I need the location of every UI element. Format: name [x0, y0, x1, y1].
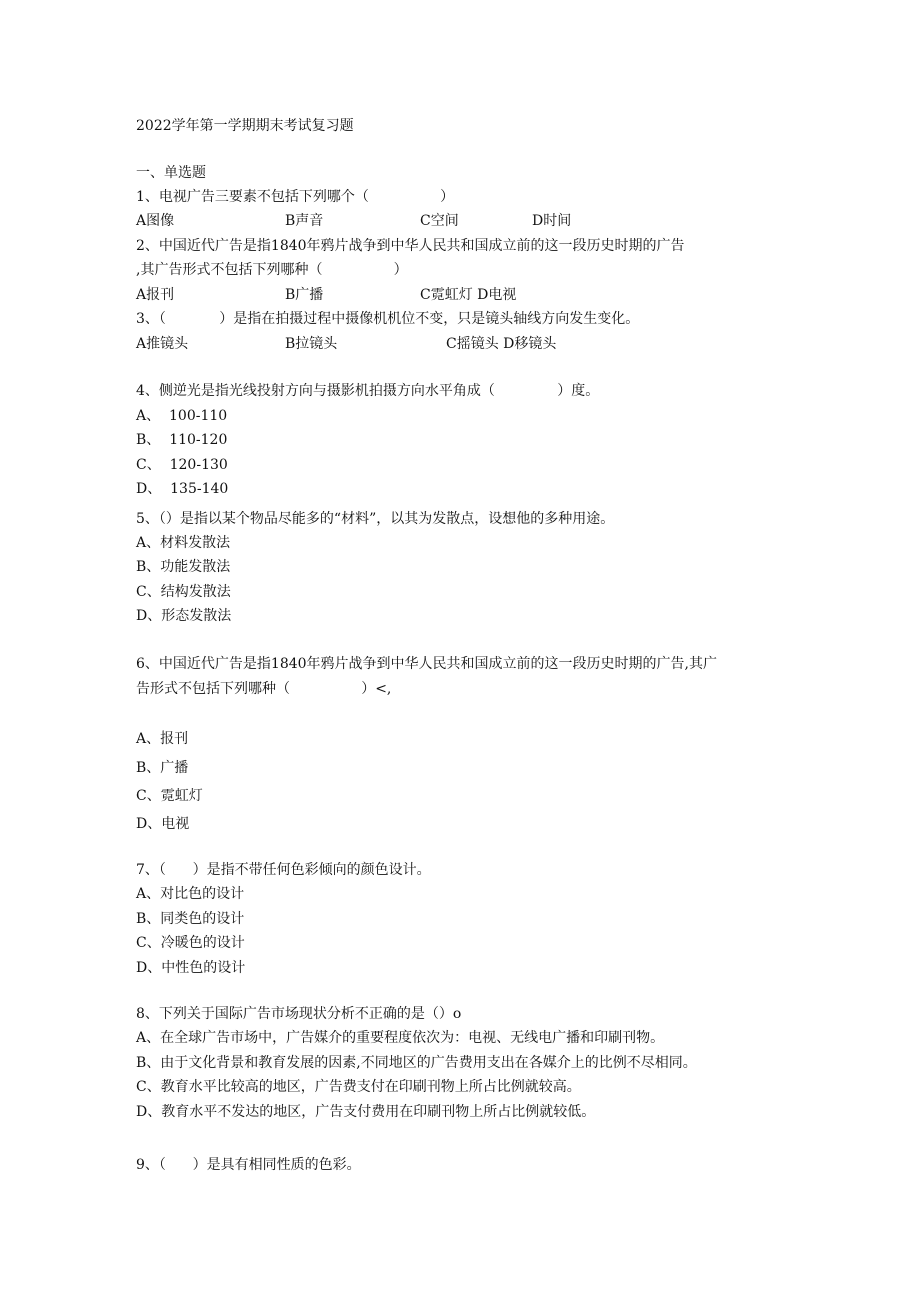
question-4-option-b: B、 110-120 [136, 432, 228, 448]
question-6-option-a: A、报刊 [136, 731, 189, 747]
question-7-stem: 7、（ ）是指不带任何色彩倾向的颜色设计。 [136, 862, 431, 878]
question-2-stem-line-1: 2、中国近代广告是指1840年鸦片战争到中华人民共和国成立前的这一段历史时期的广告 [136, 238, 685, 254]
question-2-option-b: B广播 [285, 287, 324, 303]
question-6-option-b: B、广播 [136, 760, 189, 776]
question-2-stem-line-2: ,其广告形式不包括下列哪种（ ） [136, 262, 408, 278]
question-3-option-b: B拉镜头 [285, 336, 338, 352]
question-5-option-c: C、结构发散法 [136, 584, 231, 600]
question-3-option-a: A推镜头 [136, 336, 189, 352]
question-5-option-d: D、形态发散法 [136, 608, 232, 624]
question-6-option-c: C、霓虹灯 [136, 788, 203, 804]
question-1-option-d: D时间 [532, 213, 572, 229]
question-7-option-a: A、对比色的设计 [136, 886, 245, 902]
question-8-option-c: C、教育水平比较高的地区，广告费支付在印刷刊物上所占比例就较高。 [136, 1079, 581, 1095]
question-8-option-a: A、在全球广告市场中，广告媒介的重要程度依次为：电视、无线电广播和印刷刊物。 [136, 1030, 665, 1046]
question-1-option-a: A图像 [136, 213, 175, 229]
question-8-stem: 8、下列关于国际广告市场现状分析不正确的是（）o [136, 1006, 462, 1022]
question-1-option-c: C空间 [420, 213, 459, 229]
question-8-option-b: B、由于文化背景和教育发展的因素,不同地区的广告费用支出在各媒介上的比例不尽相同。 [136, 1055, 697, 1071]
question-4-option-d: D、 135-140 [136, 481, 229, 497]
question-4-option-c: C、 120-130 [136, 457, 228, 473]
question-4-option-a: A、 100-110 [136, 408, 228, 424]
document-title: 2022学年第一学期期末考试复习题 [136, 118, 354, 134]
question-5-stem: 5、（）是指以某个物品尽能多的“材料”，以其为发散点，设想他的多种用途。 [136, 511, 615, 527]
question-5-option-b: B、功能发散法 [136, 559, 231, 575]
question-1-stem: 1、电视广告三要素不包括下列哪个（ ） [136, 189, 455, 205]
question-7-option-c: C、冷暖色的设计 [136, 935, 245, 951]
question-2-option-a: A报刊 [136, 287, 175, 303]
question-1-option-b: B声音 [285, 213, 324, 229]
question-5-option-a: A、材料发散法 [136, 535, 231, 551]
question-6-option-d: D、电视 [136, 816, 190, 832]
question-9-stem: 9、（ ）是具有相同性质的色彩。 [136, 1157, 361, 1173]
question-3-option-cd: C摇镜头 D移镜头 [446, 336, 557, 352]
question-3-stem: 3、（ ）是指在拍摄过程中摄像机机位不变，只是镜头轴线方向发生变化。 [136, 311, 640, 327]
question-6-stem-line-1: 6、中国近代广告是指1840年鸦片战争到中华人民共和国成立前的这一段历史时期的广告,其广 [136, 656, 717, 672]
question-4-stem: 4、侧逆光是指光线投射方向与摄影机拍摄方向水平角成（ ）度。 [136, 383, 600, 399]
question-8-option-d: D、教育水平不发达的地区，广告支付费用在印刷刊物上所占比例就较低。 [136, 1104, 596, 1120]
question-7-option-b: B、同类色的设计 [136, 911, 245, 927]
question-7-option-d: D、中性色的设计 [136, 960, 246, 976]
section-heading: 一、单选题 [136, 165, 206, 181]
question-2-option-cd: C霓虹灯 D电视 [420, 287, 517, 303]
question-6-stem-line-2: 告形式不包括下列哪种（ ）<, [136, 681, 392, 697]
